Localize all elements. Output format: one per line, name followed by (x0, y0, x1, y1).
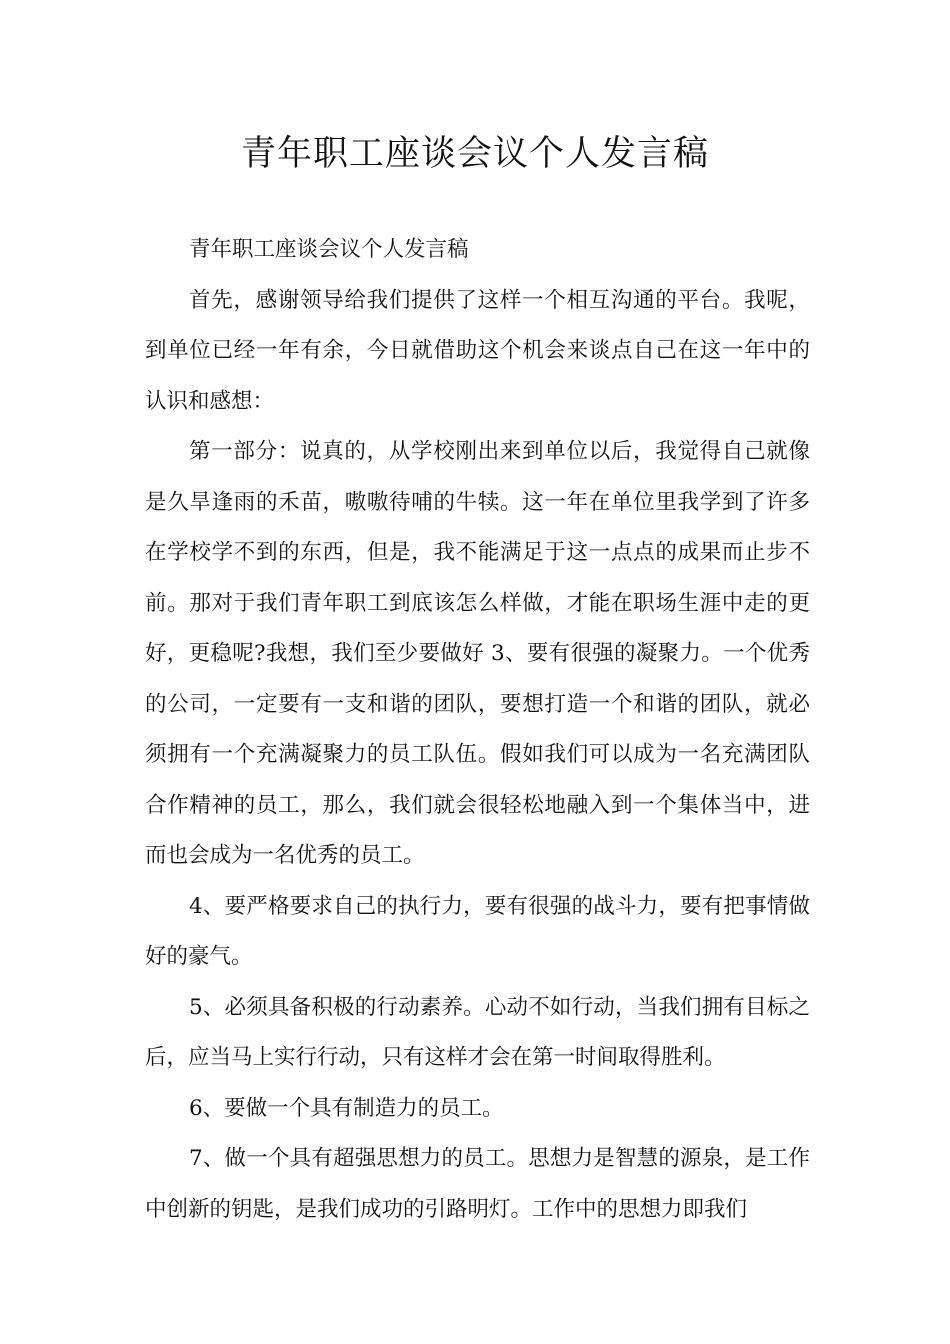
document-title: 青年职工座谈会议个人发言稿 (240, 134, 709, 174)
paragraph-point-4: 4、要严格要求自己的执行力，要有很强的战斗力，要有把事情做好的豪气。 (145, 893, 810, 969)
paragraph-part-one: 第一部分：说真的，从学校刚出来到单位以后，我觉得自己就像是久旱逢雨的禾苗，嗷嗷待哺的牛犊。这一年在单位里我学到了许多在学校学不到的东西，但是，我不能满足于这一点点的成果而止步不前。那对于我们青年职工到底该怎么样做，才能在职场生涯中走的更好，更稳呢?我想，我们至少要做好 3、要有很强的凝聚力。一个优秀的公司，一定要有一支和谐的团队，要想打造一个和谐的团队，就必须拥有一个充满凝聚力的员工队伍。假如我们可以成为一名充满团队合作精神的员工，那么，我们就会很轻松地融入到一个集体当中，进而也会成为一名优秀的员工。 (145, 439, 810, 868)
paragraph-point-5: 5、必须具备积极的行动素养。心动不如行动，当我们拥有目标之后，应当马上实行行动，只有这样才会在第一时间取得胜利。 (145, 994, 810, 1070)
document-body (145, 225, 810, 1235)
paragraph-point-7: 7、做一个具有超强思想力的员工。思想力是智慧的源泉，是工作中创新的钥匙，是我们成功的引路明灯。工作中的思想力即我们 (145, 1146, 810, 1222)
paragraph-point-6: 6、要做一个具有制造力的员工。 (189, 1095, 504, 1121)
paragraph-intro: 首先，感谢领导给我们提供了这样一个相互沟通的平台。我呢，到单位已经一年有余，今日就借助这个机会来谈点自己在这一年中的认识和感想： (145, 287, 810, 414)
paragraph-subtitle: 青年职工座谈会议个人发言稿 (189, 237, 469, 262)
